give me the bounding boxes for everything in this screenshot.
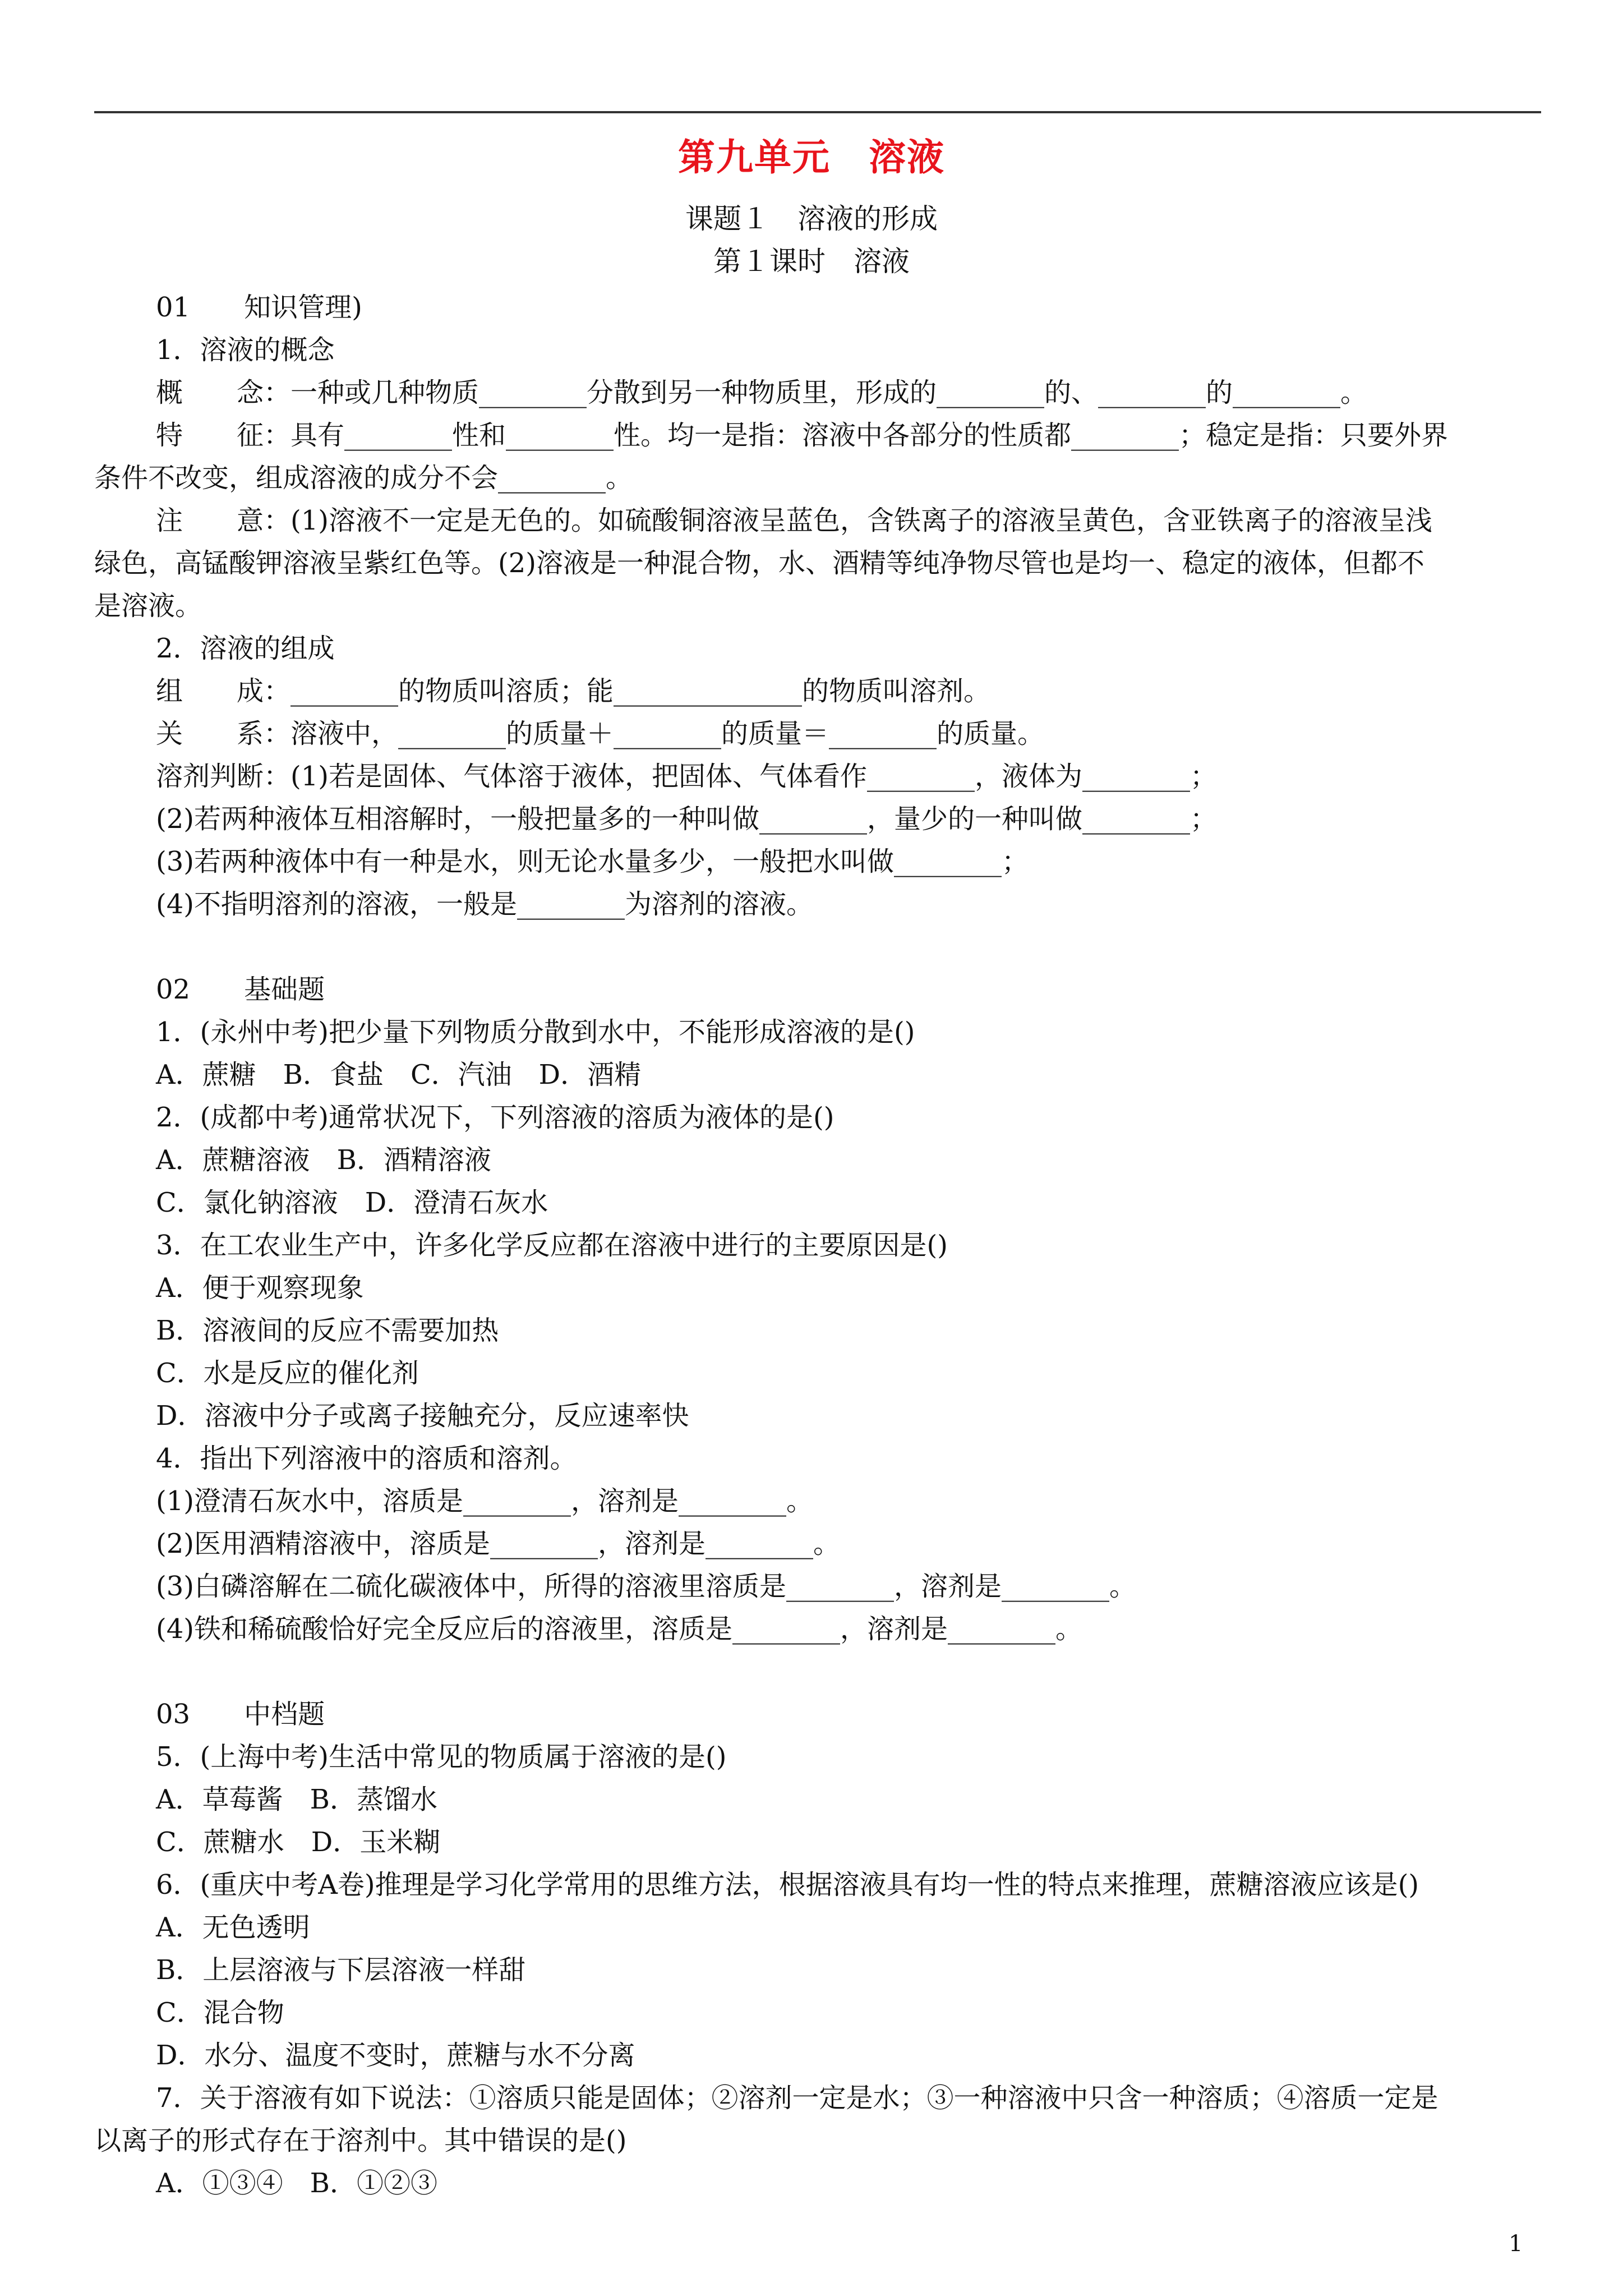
page-title: 第九单元 溶液	[678, 135, 945, 179]
text-line: (4)铁和稀硫酸恰好完全反应后的溶液里，溶质是________，溶剂是________。	[156, 1613, 1082, 1645]
text-line: 5．(上海中考)生活中常见的物质属于溶液的是()	[156, 1741, 727, 1773]
text-line: C．水是反应的催化剂	[156, 1358, 419, 1389]
lesson-title: 课题１ 溶液的形成	[685, 203, 938, 235]
text-line: 6．(重庆中考A卷)推理是学习化学常用的思维方法，根据溶液具有均一性的特点来推理，蔗糖溶液应该是()	[156, 1869, 1419, 1901]
text-line: 绿色，高锰酸钾溶液呈紫红色等。(2)溶液是一种混合物，水、酒精等纯净物尽管也是均一、稳定的液体，但都不	[94, 547, 1424, 579]
text-line: 溶剂判断：(1)若是固体、气体溶于液体，把固体、气体看作________，液体为________；	[156, 761, 1217, 792]
text-line: A．便于观察现象	[156, 1272, 364, 1304]
text-line: 以离子的形式存在于溶剂中。其中错误的是()	[94, 2125, 627, 2156]
page-number: 1	[1509, 2231, 1523, 2257]
text-line: 条件不改变，组成溶液的成分不会________。	[94, 462, 633, 494]
text-line: A．①③④ B．①②③	[156, 2168, 437, 2199]
text-line: 关 系：溶液中，________的质量＋________的质量＝________的质量。	[156, 718, 1045, 749]
text-line: 3．在工农业生产中，许多化学反应都在溶液中进行的主要原因是()	[156, 1230, 948, 1261]
text-line: D．溶液中分子或离子接触充分，反应速率快	[156, 1400, 689, 1432]
text-line: 特 征：具有________性和________性。均一是指：溶液中各部分的性质都________；稳定是指：只要外界	[156, 420, 1449, 451]
text-line: B．上层溶液与下层溶液一样甜	[156, 1954, 526, 1986]
text-line: 03 中档题	[156, 1699, 325, 1730]
text-line: 组 成：________的物质叫溶质；能______________的物质叫溶剂。	[156, 675, 991, 707]
text-line: 7．关于溶液有如下说法：①溶质只能是固体；②溶剂一定是水；③一种溶液中只含一种溶质；④溶质一定是	[156, 2082, 1438, 2114]
text-line: 2．溶液的组成	[156, 633, 335, 664]
text-line: (1)澄清石灰水中，溶质是________，溶剂是________。	[156, 1485, 813, 1517]
text-line: A．蔗糖溶液 B．酒精溶液	[156, 1144, 491, 1176]
text-line: 注 意：(1)溶液不一定是无色的。如硫酸铜溶液呈蓝色，含铁离子的溶液呈黄色，含亚铁离子的溶液呈浅	[156, 505, 1432, 536]
top-rule	[94, 111, 1541, 113]
text-line: 01 知识管理)	[156, 292, 362, 323]
text-line: (3)白磷溶解在二硫化碳液体中，所得的溶液里溶质是________，溶剂是________。	[156, 1571, 1136, 1602]
text-line: D．水分、温度不变时，蔗糖与水不分离	[156, 2040, 635, 2071]
text-line: C．氯化钠溶液 D．澄清石灰水	[156, 1187, 548, 1218]
text-line: (3)若两种液体中有一种是水，则无论水量多少，一般把水叫做________；	[156, 846, 1029, 877]
text-line: A．蔗糖 B．食盐 C．汽油 D．酒精	[156, 1059, 642, 1091]
text-line: C．蔗糖水 D．玉米糊	[156, 1826, 441, 1858]
text-line: 是溶液。	[94, 590, 202, 622]
text-line: 1．溶液的概念	[156, 334, 335, 366]
text-line: A．草莓酱 B．蒸馏水	[156, 1784, 437, 1815]
text-line: (2)若两种液体互相溶解时，一般把量多的一种叫做________，量少的一种叫做________；	[156, 803, 1217, 835]
text-line: 4．指出下列溶液中的溶质和溶剂。	[156, 1443, 577, 1474]
text-line: (4)不指明溶剂的溶液，一般是________为溶剂的溶液。	[156, 889, 813, 920]
period-title: 第１课时 溶液	[713, 245, 910, 278]
text-line: 02 基础题	[156, 974, 325, 1005]
text-line: 概 念：一种或几种物质________分散到另一种物质里，形成的________的、________的________。	[156, 377, 1368, 408]
text-line: C．混合物	[156, 1997, 284, 2028]
text-line: (2)医用酒精溶液中，溶质是________，溶剂是________。	[156, 1528, 840, 1559]
text-line: 2．(成都中考)通常状况下，下列溶液的溶质为液体的是()	[156, 1102, 834, 1133]
text-line: B．溶液间的反应不需要加热	[156, 1315, 499, 1346]
text-line: A．无色透明	[156, 1912, 310, 1943]
text-line: 1．(永州中考)把少量下列物质分散到水中，不能形成溶液的是()	[156, 1016, 915, 1048]
